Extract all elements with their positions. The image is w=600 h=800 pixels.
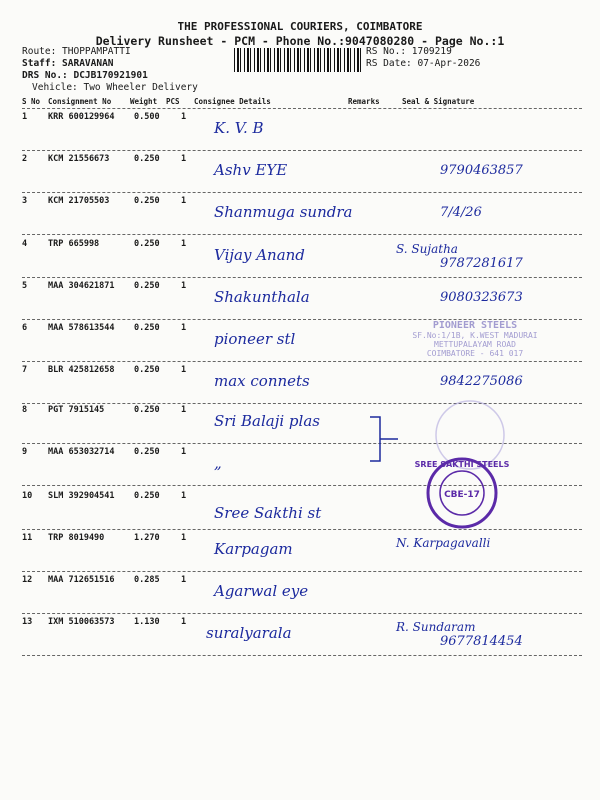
table-row xyxy=(0,236,600,278)
row-consignee-handwritten: Vijay Anand xyxy=(214,246,305,264)
row-pcs: 1 xyxy=(181,533,187,543)
col-remarks: Remarks xyxy=(348,97,380,106)
bracket-mark xyxy=(368,415,408,465)
row-sno: 8 xyxy=(22,405,28,415)
row-rule xyxy=(22,234,582,235)
row-consignee-handwritten: Ashv EYE xyxy=(214,161,288,179)
row-pcs: 1 xyxy=(181,196,187,206)
row-sno: 3 xyxy=(22,196,28,206)
row-phone: 9080323673 xyxy=(440,290,523,305)
row-weight: 0.500 xyxy=(134,112,160,122)
table-row xyxy=(0,193,600,235)
sakthi-seal xyxy=(410,395,520,535)
barcode xyxy=(234,48,362,72)
row-signature: S. Sujatha xyxy=(396,242,458,256)
row-consignment: MAA 304621871 xyxy=(48,281,115,291)
row-pcs: 1 xyxy=(181,239,187,249)
pioneer-stamp-name: PIONEER STEELS xyxy=(432,320,518,331)
row-consignee-handwritten: Shakunthala xyxy=(214,288,310,306)
drs-number: DRS No.: DCJB170921901 xyxy=(22,70,148,81)
row-consignee-handwritten: K. V. B xyxy=(214,119,264,137)
pioneer-stamp-addr1: SF.No:1/1B, K.WEST MADURAI xyxy=(412,331,538,340)
col-sno: S No xyxy=(22,97,41,106)
row-sno: 10 xyxy=(22,491,33,501)
row-consignment: SLM 392904541 xyxy=(48,491,115,501)
row-sno: 7 xyxy=(22,365,28,375)
row-pcs: 1 xyxy=(181,575,187,585)
row-sno: 1 xyxy=(22,112,28,122)
col-consignment: Consignment No xyxy=(48,97,112,106)
row-consignee-handwritten: Karpagam xyxy=(214,540,293,558)
col-pcs: PCS xyxy=(166,97,180,106)
pioneer-stamp-addr2: METTUPALAYAM ROAD xyxy=(434,340,516,349)
row-pcs: 1 xyxy=(181,447,187,457)
row-consignee-handwritten: „ xyxy=(214,454,222,472)
row-sno: 2 xyxy=(22,154,28,164)
row-consignment: MAA 653032714 xyxy=(48,447,115,457)
col-weight: Weight xyxy=(130,97,158,106)
pioneer-stamp-addr3: COIMBATORE - 641 017 xyxy=(426,349,524,358)
table-row xyxy=(0,278,600,320)
row-phone: 7/4/26 xyxy=(440,205,482,220)
row-phone: 9790463857 xyxy=(440,163,523,178)
table-row xyxy=(0,151,600,193)
staff: Staff: SARAVANAN xyxy=(22,58,114,69)
row-weight: 0.250 xyxy=(134,491,160,501)
row-sno: 9 xyxy=(22,447,28,457)
row-consignment: KRR 600129964 xyxy=(48,112,115,122)
row-weight: 0.250 xyxy=(134,239,160,249)
row-sno: 12 xyxy=(22,575,33,585)
route: Route: THOPPAMPATTI xyxy=(22,46,131,57)
row-weight: 0.250 xyxy=(134,154,160,164)
rs-date: RS Date: 07-Apr-2026 xyxy=(366,58,481,69)
row-weight: 0.250 xyxy=(134,405,160,415)
row-consignee-handwritten: Sri Balaji plas xyxy=(214,412,320,430)
row-phone: 9787281617 xyxy=(440,256,523,271)
row-consignee-handwritten: Shanmuga sundra xyxy=(214,203,353,221)
row-sno: 13 xyxy=(22,617,33,627)
row-consignment: BLR 425812658 xyxy=(48,365,115,375)
row-sno: 4 xyxy=(22,239,28,249)
row-pcs: 1 xyxy=(181,405,187,415)
row-sno: 5 xyxy=(22,281,28,291)
row-pcs: 1 xyxy=(181,617,187,627)
row-signature: R. Sundaram xyxy=(396,620,476,634)
row-sno: 6 xyxy=(22,323,28,333)
table-row xyxy=(0,109,600,151)
table-row xyxy=(0,530,600,572)
row-phone: 9842275086 xyxy=(440,374,523,389)
col-consignee: Consignee Details xyxy=(194,97,271,106)
row-pcs: 1 xyxy=(181,491,187,501)
row-pcs: 1 xyxy=(181,112,187,122)
table-row xyxy=(0,572,600,614)
row-pcs: 1 xyxy=(181,365,187,375)
row-consignment: MAA 578613544 xyxy=(48,323,115,333)
row-weight: 0.285 xyxy=(134,575,160,585)
row-weight: 0.250 xyxy=(134,281,160,291)
row-phone: 9677814454 xyxy=(440,634,523,649)
table-row xyxy=(0,614,600,656)
row-consignment: IXM 510063573 xyxy=(48,617,115,627)
row-consignment: KCM 21556673 xyxy=(48,154,110,164)
row-consignee-handwritten: Sree Sakthi st xyxy=(214,504,322,522)
vehicle: Vehicle: Two Wheeler Delivery xyxy=(32,82,198,93)
runsheet-title: Delivery Runsheet - PCM - Phone No.:9047080280 - Page No.:1 xyxy=(95,34,505,48)
row-consignment: TRP 8019490 xyxy=(48,533,105,543)
row-pcs: 1 xyxy=(181,154,187,164)
row-consignment: PGT 7915145 xyxy=(48,405,105,415)
row-pcs: 1 xyxy=(181,323,187,333)
row-weight: 0.250 xyxy=(134,196,160,206)
row-weight: 0.250 xyxy=(134,323,160,333)
row-weight: 1.130 xyxy=(134,617,160,627)
row-weight: 0.250 xyxy=(134,447,160,457)
row-rule xyxy=(22,655,582,656)
seal-code: CBE-17 xyxy=(444,490,480,500)
rs-number: RS No.: 1709219 xyxy=(366,46,452,57)
row-consignment: TRP 665998 xyxy=(48,239,100,249)
row-weight: 0.250 xyxy=(134,365,160,375)
row-consignee-handwritten: max connets xyxy=(214,372,310,390)
row-consignee-handwritten: Agarwal eye xyxy=(214,582,309,600)
col-seal: Seal & Signature xyxy=(402,97,475,106)
row-signature: N. Karpagavalli xyxy=(396,536,491,550)
row-consignment: MAA 712651516 xyxy=(48,575,115,585)
row-sno: 11 xyxy=(22,533,33,543)
row-weight: 1.270 xyxy=(134,533,160,543)
pioneer-stamp xyxy=(400,320,550,358)
row-consignee-handwritten: suralyarala xyxy=(206,624,292,642)
row-consignment: KCM 21705503 xyxy=(48,196,110,206)
row-consignee-handwritten: pioneer stl xyxy=(214,330,296,348)
company-title: THE PROFESSIONAL COURIERS, COIMBATORE xyxy=(177,20,423,33)
row-pcs: 1 xyxy=(181,281,187,291)
seal-name: SREE SAKTHI STEELS xyxy=(414,460,510,469)
